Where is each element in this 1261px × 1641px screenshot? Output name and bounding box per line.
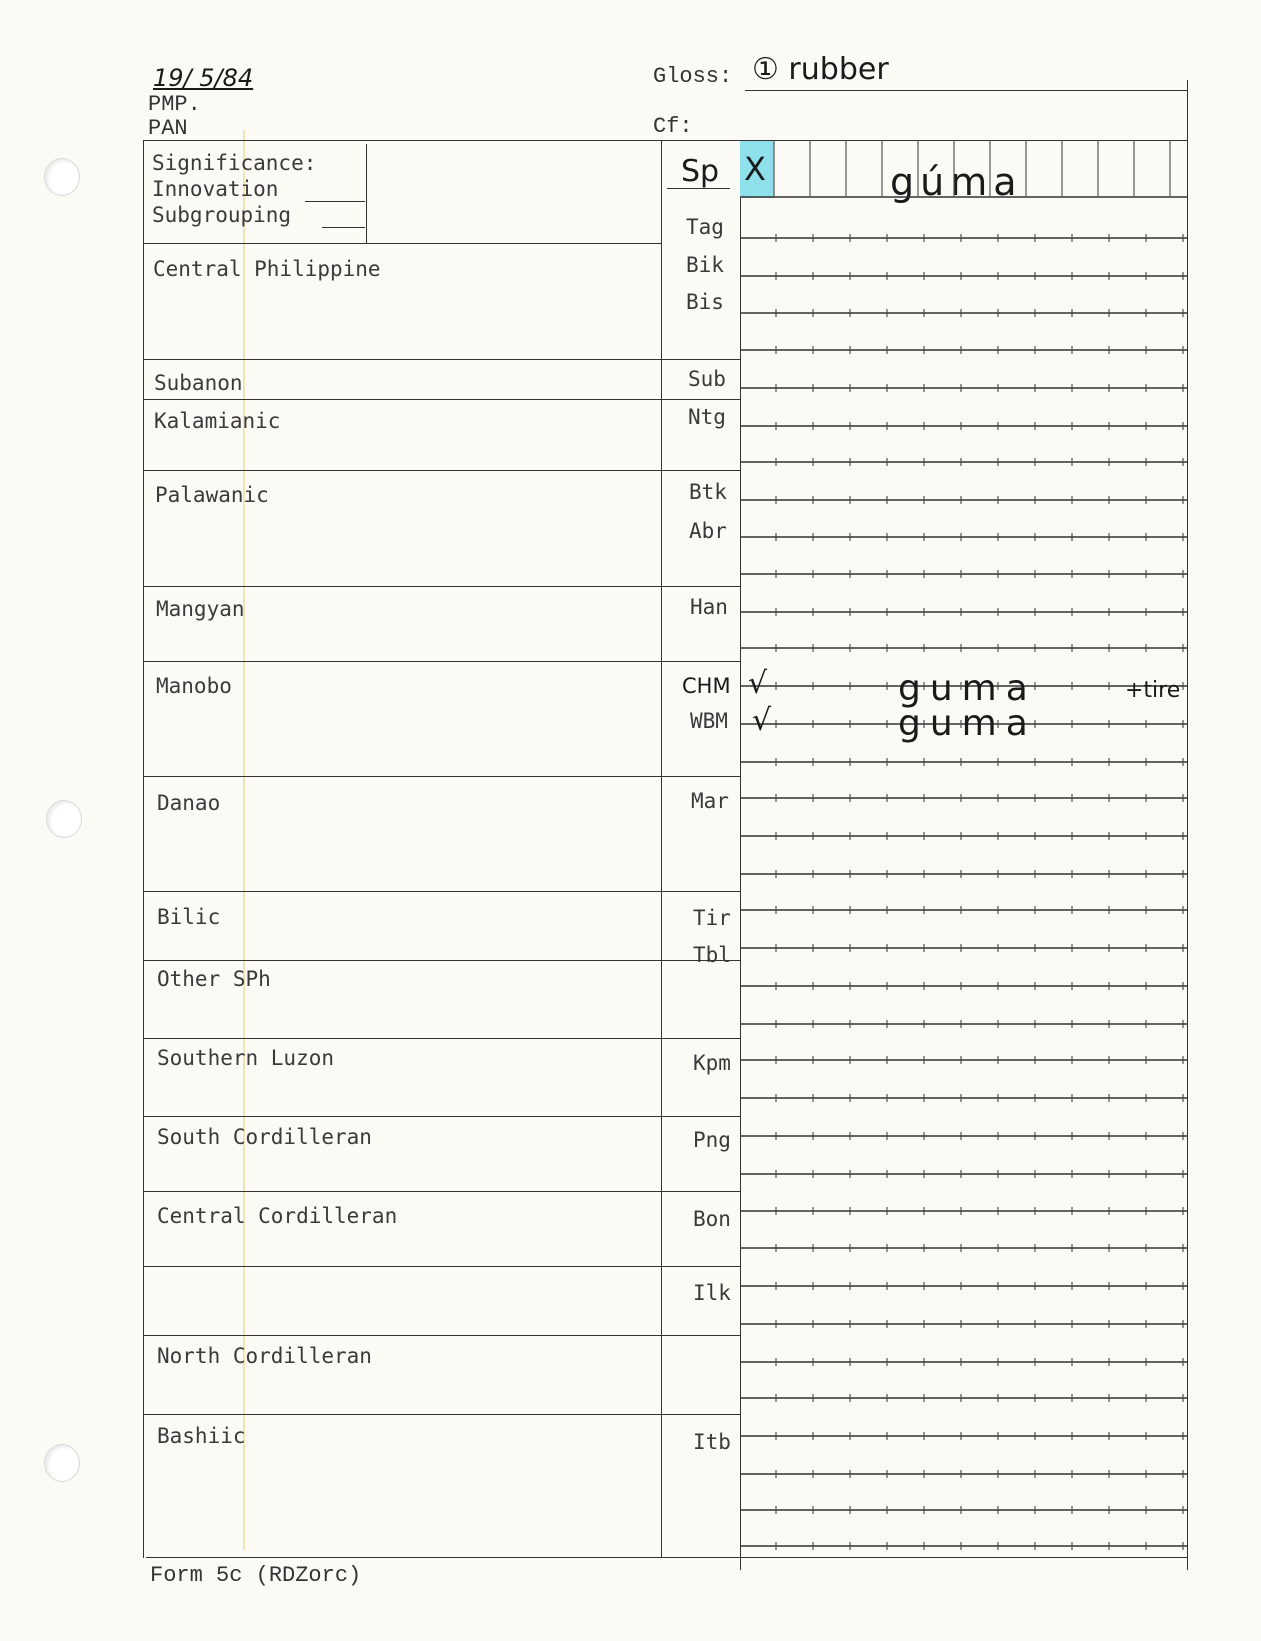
group-other-sph: Other SPh bbox=[157, 967, 271, 991]
code-mar: Mar bbox=[691, 789, 729, 813]
cf-label: Cf: bbox=[653, 114, 693, 139]
significance-box-bottom bbox=[143, 243, 661, 244]
code-bon: Bon bbox=[693, 1207, 731, 1231]
binder-hole-middle bbox=[46, 800, 82, 838]
code-tbl: Tbl bbox=[693, 943, 731, 967]
form-footer-label: Form 5c (RDZorc) bbox=[150, 1563, 362, 1588]
divider-bilic bbox=[143, 891, 740, 892]
binder-hole-top bbox=[44, 158, 80, 196]
group-danao: Danao bbox=[157, 791, 221, 815]
innovation-blank bbox=[305, 201, 365, 202]
chm-form: guma bbox=[898, 668, 1037, 709]
pmp-label: PMP. bbox=[148, 92, 201, 117]
code-sub: Sub bbox=[688, 367, 726, 391]
sp-form: gúma bbox=[890, 160, 1023, 204]
subgrouping-blank bbox=[322, 227, 365, 228]
innovation-label: Innovation bbox=[152, 177, 279, 201]
group-subanon: Subanon bbox=[154, 371, 243, 395]
group-central-philippine: Central Philippine bbox=[153, 257, 381, 281]
divider-other-sph bbox=[143, 960, 740, 961]
code-abr: Abr bbox=[689, 519, 727, 543]
code-png: Png bbox=[693, 1128, 731, 1152]
group-palawanic: Palawanic bbox=[155, 483, 269, 507]
code-ilk: Ilk bbox=[693, 1281, 731, 1305]
group-kalamianic: Kalamianic bbox=[154, 409, 281, 433]
significance-box-right bbox=[366, 144, 367, 244]
chm-note: +tire bbox=[1125, 678, 1181, 703]
code-bis: Bis bbox=[686, 290, 724, 314]
group-manobo: Manobo bbox=[156, 674, 232, 698]
code-column-left bbox=[661, 140, 662, 1558]
divider-kalamianic bbox=[143, 399, 740, 400]
divider-manobo bbox=[143, 661, 740, 662]
chm-check: √ bbox=[748, 666, 768, 701]
gloss-underline bbox=[745, 90, 1188, 91]
gloss-value: ① rubber bbox=[752, 52, 889, 87]
binder-hole-bottom bbox=[44, 1444, 80, 1482]
divider-southern-luzon bbox=[143, 1038, 740, 1039]
sp-underline bbox=[667, 188, 730, 189]
group-bashiic: Bashiic bbox=[157, 1424, 246, 1448]
group-central-cordilleran: Central Cordilleran bbox=[157, 1204, 398, 1228]
divider-bashiic bbox=[143, 1414, 740, 1415]
pan-label: PAN bbox=[148, 116, 188, 141]
code-han: Han bbox=[690, 595, 728, 619]
group-bilic: Bilic bbox=[157, 905, 221, 929]
divider-mangyan bbox=[143, 586, 740, 587]
group-mangyan: Mangyan bbox=[156, 597, 245, 621]
code-bik: Bik bbox=[686, 253, 724, 277]
code-tag: Tag bbox=[686, 215, 724, 239]
date-field: 19/ 5/84 bbox=[153, 64, 254, 92]
code-tir: Tir bbox=[693, 906, 731, 930]
group-south-cordilleran: South Cordilleran bbox=[157, 1125, 372, 1149]
code-itb: Itb bbox=[693, 1430, 731, 1454]
code-chm: CHM bbox=[682, 674, 731, 698]
margin-rule bbox=[243, 130, 245, 1550]
divider-north-cordilleran bbox=[143, 1335, 740, 1336]
divider-palawanic bbox=[143, 470, 740, 471]
sp-mark: X bbox=[744, 150, 766, 188]
group-southern-luzon: Southern Luzon bbox=[157, 1046, 335, 1070]
subgrouping-label: Subgrouping bbox=[152, 203, 292, 227]
code-wbm: WBM bbox=[690, 709, 728, 733]
divider-blank-ilk bbox=[143, 1266, 740, 1267]
wbm-form: guma bbox=[898, 703, 1037, 744]
divider-south-cordilleran bbox=[143, 1116, 740, 1117]
frame-left bbox=[143, 140, 144, 1558]
divider-subanon bbox=[143, 359, 740, 360]
significance-title: Significance: bbox=[152, 151, 317, 175]
gloss-label: Gloss: bbox=[653, 64, 733, 89]
entry-grid bbox=[740, 190, 1190, 1590]
wbm-check: √ bbox=[752, 703, 772, 738]
sp-code: Sp bbox=[681, 154, 720, 189]
code-kpm: Kpm bbox=[693, 1051, 731, 1075]
divider-central-cordilleran bbox=[143, 1191, 740, 1192]
code-ntg: Ntg bbox=[688, 405, 726, 429]
code-btk: Btk bbox=[689, 480, 727, 504]
divider-danao bbox=[143, 776, 740, 777]
group-north-cordilleran: North Cordilleran bbox=[157, 1344, 372, 1368]
